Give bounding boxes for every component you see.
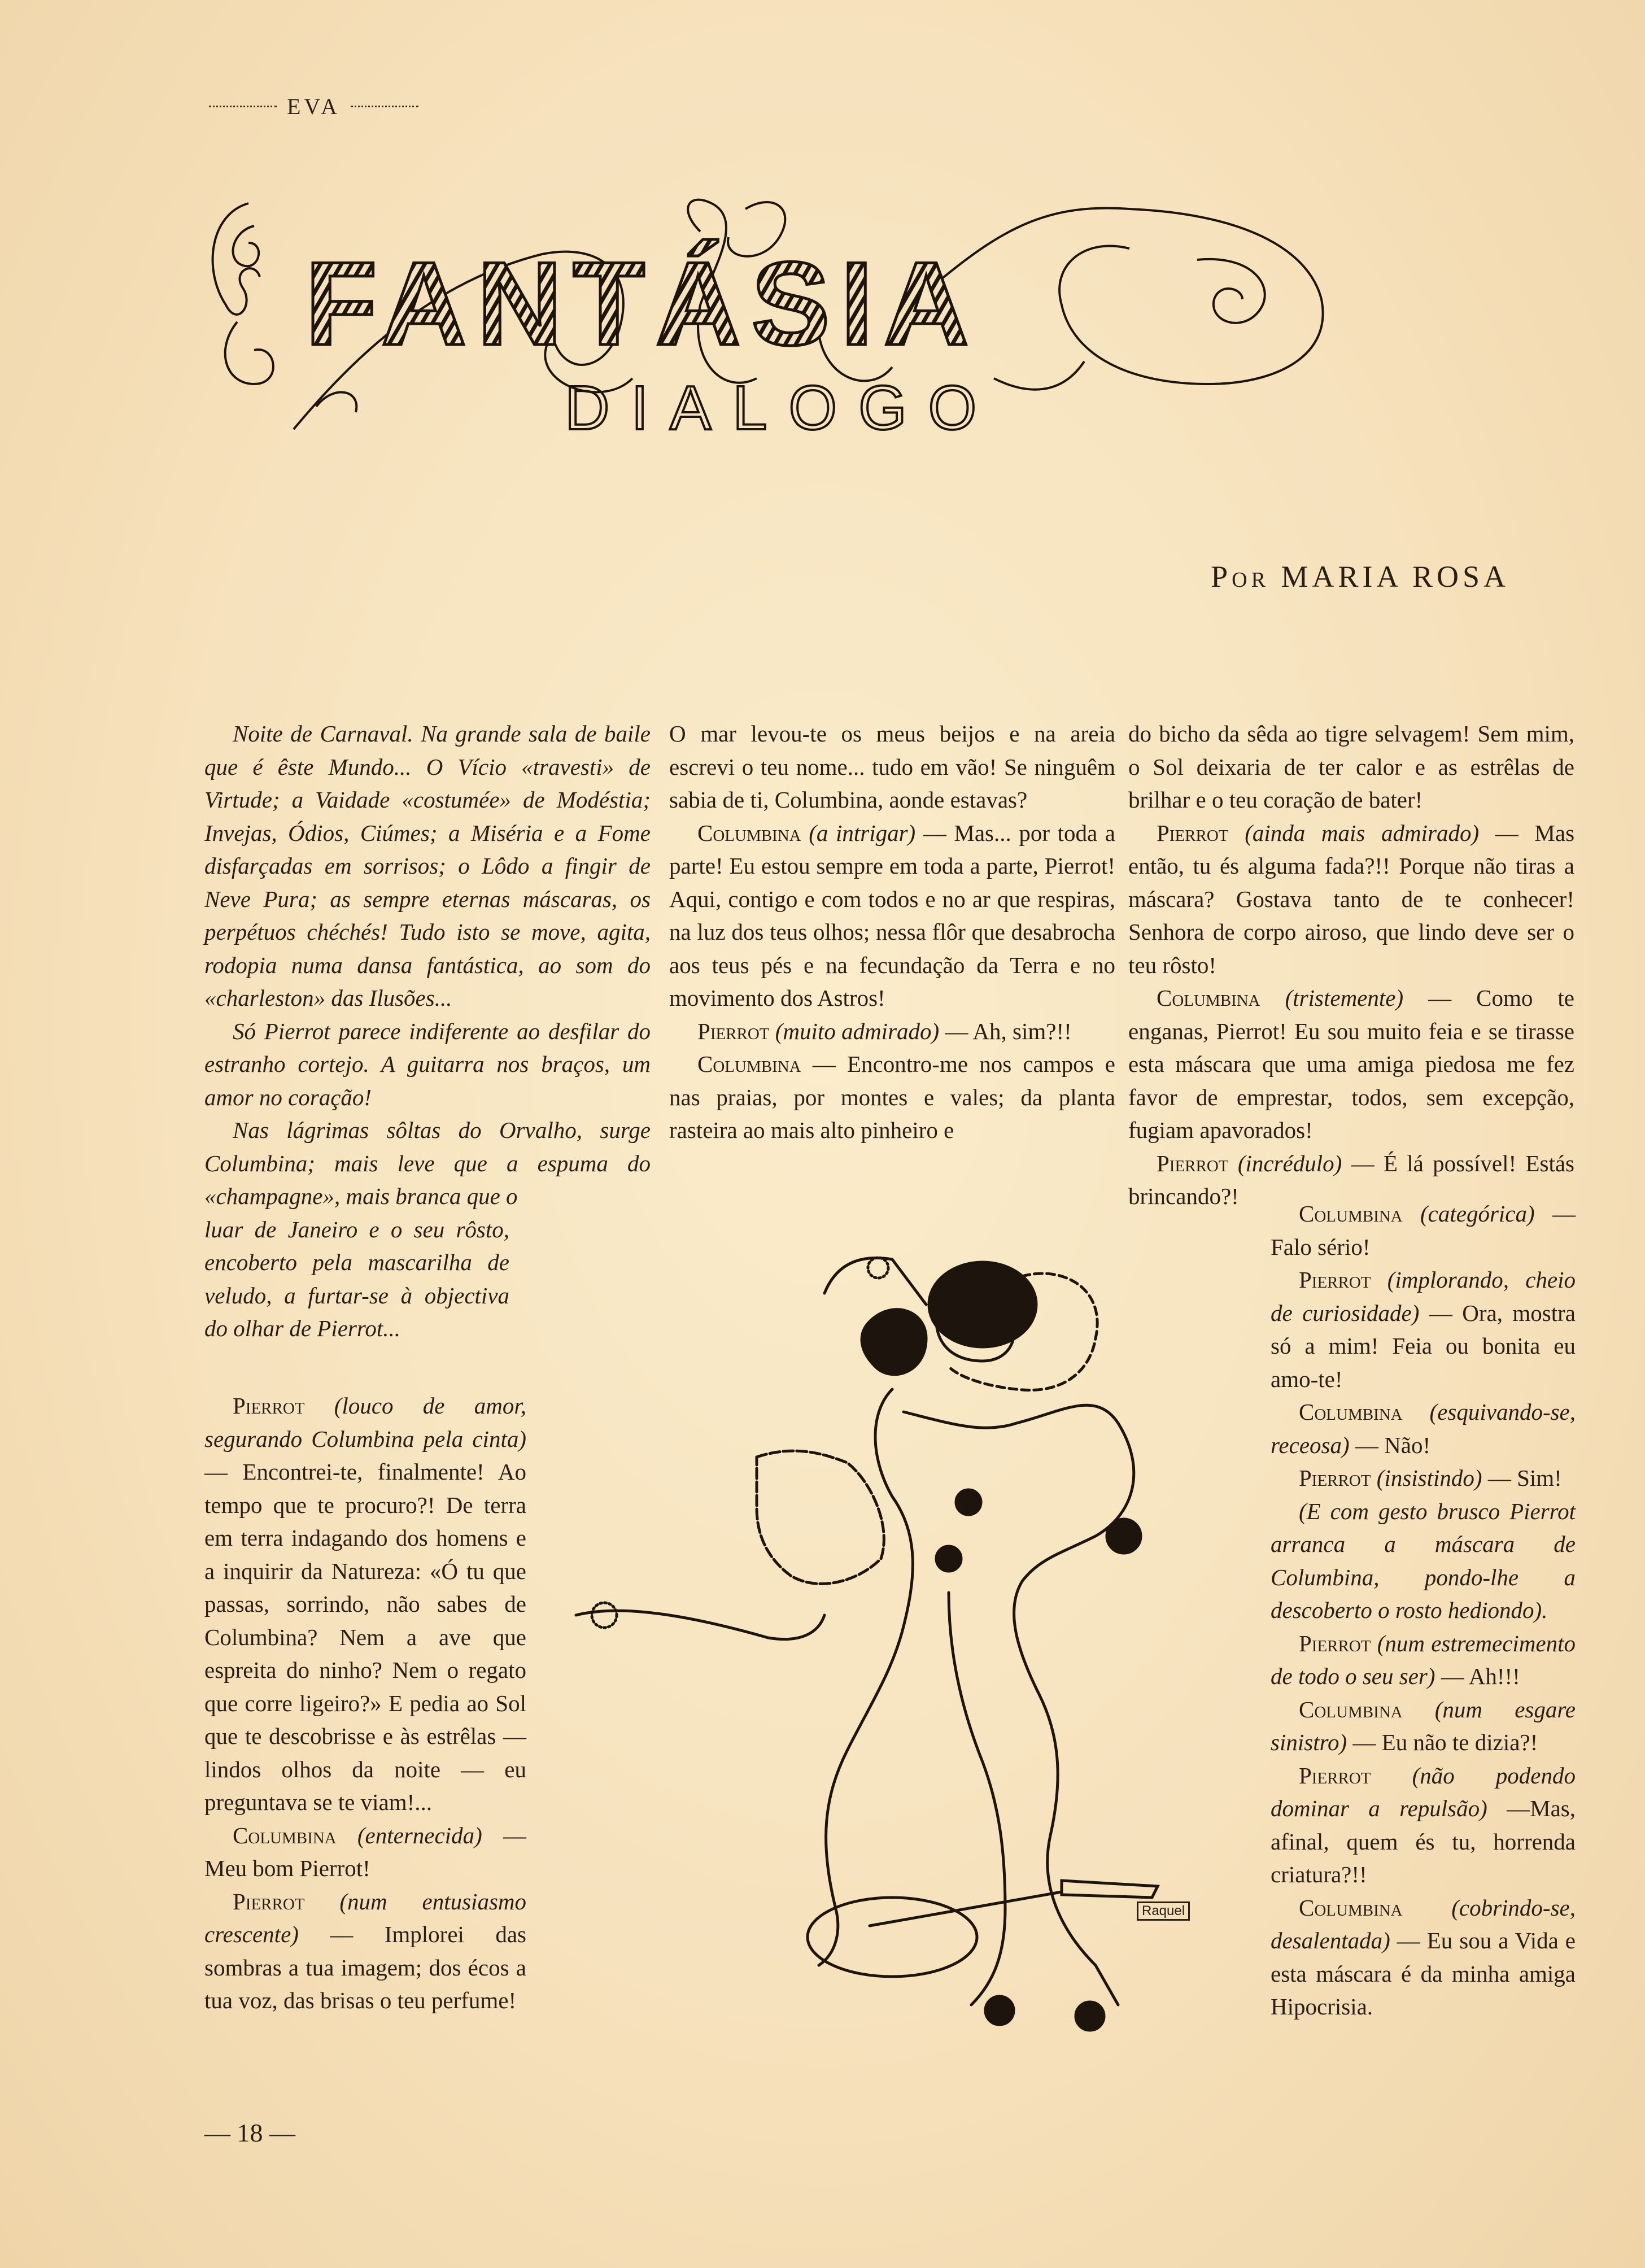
stage-direction: (num estremecimento de todo o seu ser): [1271, 1630, 1576, 1689]
speech: — É lá possível! Estás brincando?!: [1128, 1150, 1574, 1209]
column-right-narrow: [1271, 1197, 1576, 2023]
speaker: Columbina: [697, 819, 801, 846]
stage-direction: (esquivando-se, receosa): [1271, 1399, 1576, 1458]
columbina-body: [819, 1389, 913, 1965]
dialogue-line: [1128, 817, 1574, 982]
shoe-pompom: [592, 1603, 617, 1628]
speech: — Ah, sim?!!: [945, 1018, 1072, 1044]
dialogue-line: [669, 817, 1115, 1015]
stage-direction: (ainda mais admirado): [1245, 819, 1480, 846]
speaker: Pierrot: [1299, 1630, 1371, 1656]
pompom: [1076, 2002, 1104, 2030]
speaker: Columbina: [1299, 1894, 1403, 1921]
title-main: FANTÁSIA: [305, 237, 979, 370]
dialogue-line: [669, 1048, 1115, 1147]
magazine-title: EVA: [287, 94, 341, 119]
stage-direction: (incrédulo): [1237, 1150, 1342, 1176]
speech: —Mas, afinal, quem és tu, horrenda criatura?!!: [1271, 1795, 1576, 1887]
illustration-pierrot-columbina: [553, 1242, 1231, 2090]
speech: — Implorei das sombras a tua imagem; dos écos a tua voz, das brisas o teu perfume!: [204, 1921, 526, 2013]
speech: — Mas então, tu és alguma fada?!! Porque não tiras a máscara? Gostava tanto de te conhecer! Senhora de corpo airoso, que lindo deve ser o teu rôsto!: [1128, 819, 1575, 978]
dialogue-line: [204, 1819, 526, 1885]
speech: — Encontrei-te, finalmente! Ao tempo que te procuro?! De terra em terra indagando dos homens e a inquirir da Natureza: «Ó tu que passas, sorrindo, não sabes de Columbina? Nem a ave que espreita do ninho? Nem o regato que corre ligeiro?» E pedia ao Sol que te descobrisse e às estrêlas — lindos olhos da noite — eu preguntava se te viam!...: [204, 1459, 526, 1815]
dialogue-line: [1271, 1263, 1576, 1395]
pompom: [936, 1546, 961, 1571]
speaker: Pierrot: [1299, 1465, 1371, 1491]
column-right: [1128, 717, 1574, 1213]
stage-direction: (num entusiasmo crescente): [204, 1888, 527, 1947]
columbina-skirt: [757, 1451, 884, 1584]
stage-direction: (E com gesto brusco Pierrot arranca a máscara de Columbina, pondo-lhe a descoberto o rosto hediondo).: [1271, 1498, 1576, 1623]
pompom: [985, 1996, 1014, 2025]
dialogue-line: [1271, 1462, 1576, 1495]
dialogue-line: [204, 1885, 526, 2017]
title-lettering: [203, 192, 1581, 435]
running-head: [209, 93, 418, 120]
dialogue-line: [669, 1015, 1115, 1048]
speaker: Pierrot: [1299, 1762, 1371, 1789]
speaker: Pierrot: [1157, 819, 1229, 846]
paragraph: Noite de Carnaval. Na grande sala de baile que é êste Mundo... O Vício «travesti» de Virtude; a Vaidade «costumée» de Modéstia; Invejas, Ódios, Ciúmes; a Miséria e a Fome disfarçadas em sorrisos; o Lôdo a fingir de Neve Pura; as sempre eternas máscaras, os perpétuos chéchés! Tudo isto se move, agita, rodopia numa dansa fantástica, ao som do «charleston» das Ilusões...: [204, 721, 651, 1011]
pompom: [956, 1490, 981, 1515]
speech: — Meu bom Pierrot!: [204, 1822, 526, 1881]
column-middle: [669, 717, 1115, 1147]
speech: — Encontro-me nos campos e nas praias, por montes e vales; da planta rasteira ao mais alto pinheiro e: [669, 1051, 1115, 1143]
dialogue-line: [1271, 1627, 1576, 1693]
columbina-hair: [862, 1310, 926, 1375]
speech: — Eu sou a Vida e esta máscara é da minha amiga Hipocrisia.: [1271, 1927, 1576, 2020]
paragraph: do bicho da sêda ao tigre selvagem! Sem mim, o Sol deixaria de ter calor e as estrêlas de brilhar e o teu coração de bater!: [1128, 721, 1574, 813]
column-left-dialogue: [204, 1389, 526, 2017]
dialogue-line: [1271, 1891, 1576, 2023]
paragraph: luar de Janeiro e o seu rôsto, encoberto pela mascarilha de veludo, a furtar-se à objectiva do olhar de Pierrot...: [204, 1216, 509, 1341]
dialogue-line: [1128, 982, 1574, 1147]
speech: — Eu não te dizia?!: [1352, 1729, 1538, 1755]
speaker: Pierrot: [1299, 1267, 1371, 1293]
dialogue-line: [1271, 1197, 1576, 1263]
speech: — Ora, mostra só a mim! Feia ou bonita eu amo-te!: [1271, 1299, 1576, 1392]
byline-prefix: Por: [1211, 560, 1269, 594]
speech: — Falo sério!: [1271, 1201, 1576, 1260]
artist-signature: Raquel: [1137, 1901, 1190, 1921]
speech: — Mas... por toda a parte! Eu estou sempre em toda a parte, Pierrot! Aqui, contigo e com todos e no ar que respiras, na luz dos teus olhos; nessa flôr que desabrocha aos teus pés e na fecundação da Terra e no movimento dos Astros!: [669, 819, 1115, 1011]
dancing-couple-drawing: [553, 1242, 1231, 2090]
speaker: Columbina: [697, 1051, 801, 1077]
stage-direction: (insistindo): [1376, 1465, 1482, 1491]
dialogue-line: [1271, 1693, 1576, 1759]
speaker: Pierrot: [233, 1888, 305, 1914]
stage-direction: (enternecida): [357, 1822, 482, 1848]
speaker: Columbina: [1157, 985, 1260, 1011]
stage-direction: (categórica): [1420, 1201, 1535, 1227]
paragraph: Só Pierrot parece indiferente ao desfilar do estranho cortejo. A guitarra nos braços, um amor no coração!: [204, 1018, 651, 1110]
dialogue-line: [204, 1389, 526, 1819]
speaker: Columbina: [1299, 1696, 1403, 1722]
stage-direction: (cobrindo-se, desalentada): [1271, 1894, 1576, 1953]
speaker: Pierrot: [697, 1018, 770, 1044]
byline: [1211, 559, 1509, 594]
speaker: Columbina: [1299, 1201, 1403, 1227]
stage-direction: (tristemente): [1285, 985, 1404, 1011]
dialogue-line: [1271, 1759, 1576, 1891]
paragraph: O mar levou-te os meus beijos e na areia escrevi o teu nome... tudo em vão! Se ninguêm sabia de ti, Columbina, aonde estavas?: [669, 721, 1115, 813]
article-title-block: [203, 192, 1581, 435]
speaker: Pierrot: [1157, 1150, 1229, 1176]
speaker: Columbina: [233, 1822, 337, 1848]
speaker: Pierrot: [233, 1393, 305, 1419]
page-number: — 18 —: [204, 2118, 295, 2147]
stage-direction: (louco de amor, segurando Columbina pela cinta): [204, 1393, 526, 1452]
stage-direction: (implorando, cheio de curiosidade): [1271, 1267, 1576, 1326]
stage-direction: (não podendo dominar a repulsão): [1271, 1762, 1576, 1821]
author-name: MARIA ROSA: [1281, 560, 1509, 594]
title-subtitle: DIALOGO: [565, 373, 998, 435]
pierrot-cap: [929, 1262, 1036, 1347]
speech: — Sim!: [1487, 1465, 1562, 1491]
pompom: [1107, 1519, 1141, 1553]
divider: [209, 106, 277, 107]
speaker: Columbina: [1299, 1399, 1403, 1425]
speech: — Como te enganas, Pierrot! Eu sou muito feia e se tirasse esta máscara que uma amiga piedosa me fez favor de emprestar, todos, sem excepção, fugiam apavorados!: [1128, 985, 1574, 1143]
speech: — Não!: [1355, 1432, 1431, 1458]
stage-direction: (num esgare sinistro): [1271, 1696, 1576, 1755]
mandolin-body: [808, 1898, 977, 1977]
divider: [351, 106, 418, 107]
pompom: [868, 1258, 888, 1278]
stage-direction: (a intrigar): [809, 819, 916, 846]
dialogue-line: [1271, 1395, 1576, 1462]
paragraph: Nas lágrimas sôltas do Orvalho, surge Columbina; mais leve que a espuma do «champagne», mais branca que o: [204, 1117, 651, 1209]
stage-direction: (muito admirado): [775, 1018, 940, 1044]
speech: — Ah!!!: [1441, 1663, 1520, 1689]
columbina-hat: [824, 1258, 926, 1305]
stool: [1062, 1881, 1158, 1898]
